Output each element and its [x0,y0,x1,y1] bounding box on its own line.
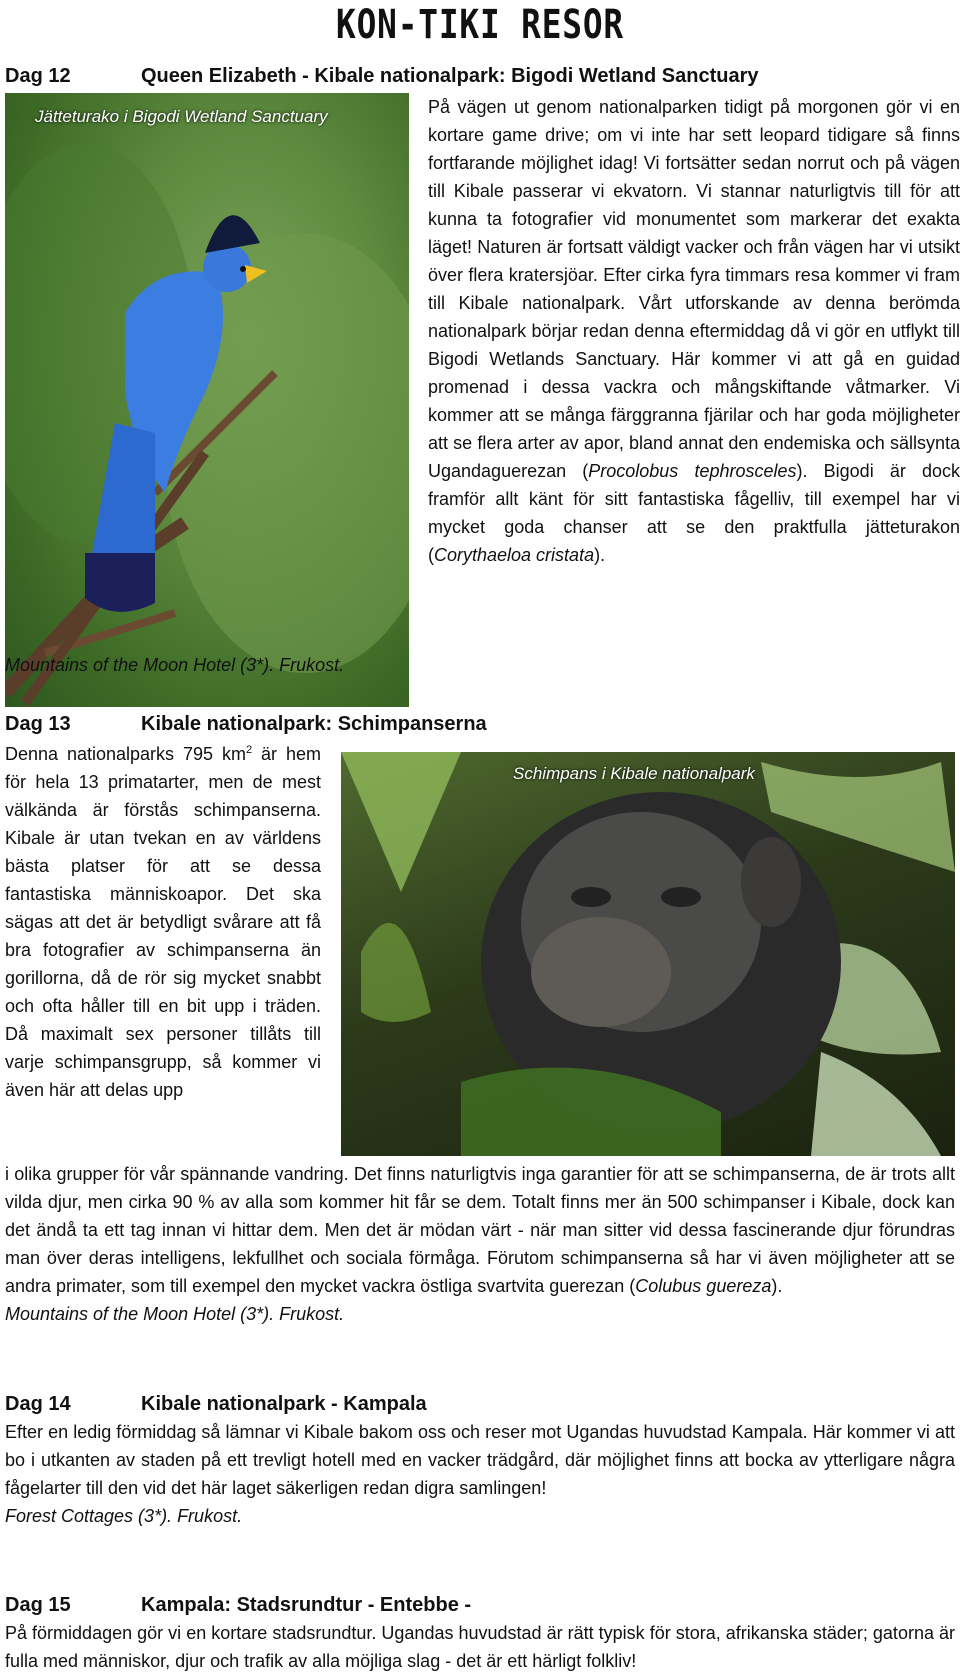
day-13-section [5,710,955,1324]
chimp-photo-caption: Schimpans i Kibale nationalpark [513,764,755,783]
km-squared-sup: 2 [245,744,253,756]
day-15-label: Dag 15 [5,1594,71,1616]
day-12-description [428,93,960,569]
day-12-label: Dag 12 [5,65,71,87]
day-14-hotel: Forest Cottages (3*). Frukost. [5,1506,243,1526]
day-13-title: Kibale nationalpark: Schimpanserna [141,713,487,735]
bird-photo-caption: Jätteturako i Bigodi Wetland Sanctuary [35,107,328,126]
day-15-title: Kampala: Stadsrundtur - Entebbe - [141,1594,472,1616]
day-12-heading [5,62,955,90]
day-12-section [5,62,960,675]
day-13-side-text [5,740,321,1104]
day-13-label: Dag 13 [5,713,71,735]
day-12-text-b: ). Bigodi är dock framför allt känt för sitt fantastiska fågelliv, till exempel har vi mycket goda chanser att se den praktfulla jätteturakon ( [428,461,960,565]
day-14-section [5,1390,955,1530]
day-12-text-c: ). [594,545,606,565]
day-13-hotel: Mountains of the Moon Hotel (3*). Frukost. [5,1304,345,1324]
day-13-side-b: är hem för hela 13 primatarter, men de mest välkända är förstås schimpanserna. Kibale är utan tvekan en av världens bästa platser för att se dessa fantastiska människoapor. Det ska sägas att det är betydligt svårare att få bra fotografier av schimpanserna än gorillorna, då de rör sig mycket snabbt och ofta håller till en bit upp i träden. Då maximalt sex personer tillåts till varje schimpansgrupp, så kommer vi även här att delas upp [5,744,321,1100]
day-12-title: Queen Elizabeth - Kibale nationalpark: Bigodi Wetland Sanctuary [141,65,759,87]
day-13-full-a: i olika grupper för vår spännande vandring. Det finns naturligtvis inga garantier för att se schimpanserna, de är trots allt vilda djur, men cirka 90 % av alla som kommer hit får se dem. Totalt finns mer än 500 schimpanser i Kibale, dock kan det ändå ta ett tag innan vi hittar dem. Men det är mödan värt - när man sitter vid dessa fascinerande djur förundras man över deras intelligens, lekfullhet och sociala förmåga. Förutom schimpanserna så har vi även möjligheter att se andra primater, som till exempel den mycket vackra östliga svartvita guerezan ( [5,1164,955,1296]
great-blue-turaco-photo [5,93,409,707]
day-14-heading [5,1390,955,1418]
day-13-side-a: Denna nationalparks 795 km [5,744,246,764]
species-procolobus: Procolobus tephrosceles [588,461,797,481]
chimpanzee-photo [341,752,955,1156]
day-14-text: Efter en ledig förmiddag så lämnar vi Kibale bakom oss och reser mot Ugandas huvudstad Kampala. Här kommer vi att bo i utkanten av staden på ett trevligt hotell med en vacker trädgård, där möjlighet finns att bocka av ytterligare några fågelarter till den vid det här laget säkerligen redan digra samlingen! [5,1422,955,1498]
day-15-section [5,1591,955,1675]
brand-logo: KON-TIKI RESOR [336,2,624,48]
species-colubus: Colubus guereza [635,1276,772,1296]
day-12-hotel: Mountains of the Moon Hotel (3*). Frukost. [5,655,345,675]
day-15-heading [5,1591,955,1619]
day-12-text-a: På vägen ut genom nationalparken tidigt på morgonen gör vi en kortare game drive; om vi inte har sett leopard tidigare så finns fortfarande möjlighet idag! Vi fortsätter sedan norrut och på vägen till Kibale passerar vi ekvatorn. Vi stannar naturligtvis till för att kunna ta fotografier vid monumentet som markerar det exakta läget! Naturen är fortsatt väldigt vacker och från vägen har vi utsikt över flera kratersjöar. Efter cirka fyra timmars resa kommer vi fram till Kibale nationalpark. Vårt utforskande av denna berömda nationalpark börjar redan denna eftermiddag då vi gör en utflykt till Bigodi Wetlands Sanctuary. Här kommer vi att gå en guidad promenad i dessa vackra och mångskiftande våtmarker. Vi kommer att se många färggranna fjärilar och har goda möjligheter att se flera arter av apor, bland annat den endemiska och sällsynta Ugandaguerezan ( [428,97,960,481]
day-13-full-b: ). [771,1276,783,1296]
day-14-label: Dag 14 [5,1393,71,1415]
day-13-heading [5,710,955,738]
day-14-title: Kibale nationalpark - Kampala [141,1393,427,1415]
day-13-full-text [5,1160,955,1328]
species-corythaeloa: Corythaeloa cristata [434,545,595,565]
day-15-text: På förmiddagen gör vi en kortare stadsrundtur. Ugandas huvudstad är rätt typisk för stora, afrikanska städer; gatorna är fulla med människor, djur och trafik av alla möjliga slag - det är ett härligt folkliv! [5,1623,955,1671]
